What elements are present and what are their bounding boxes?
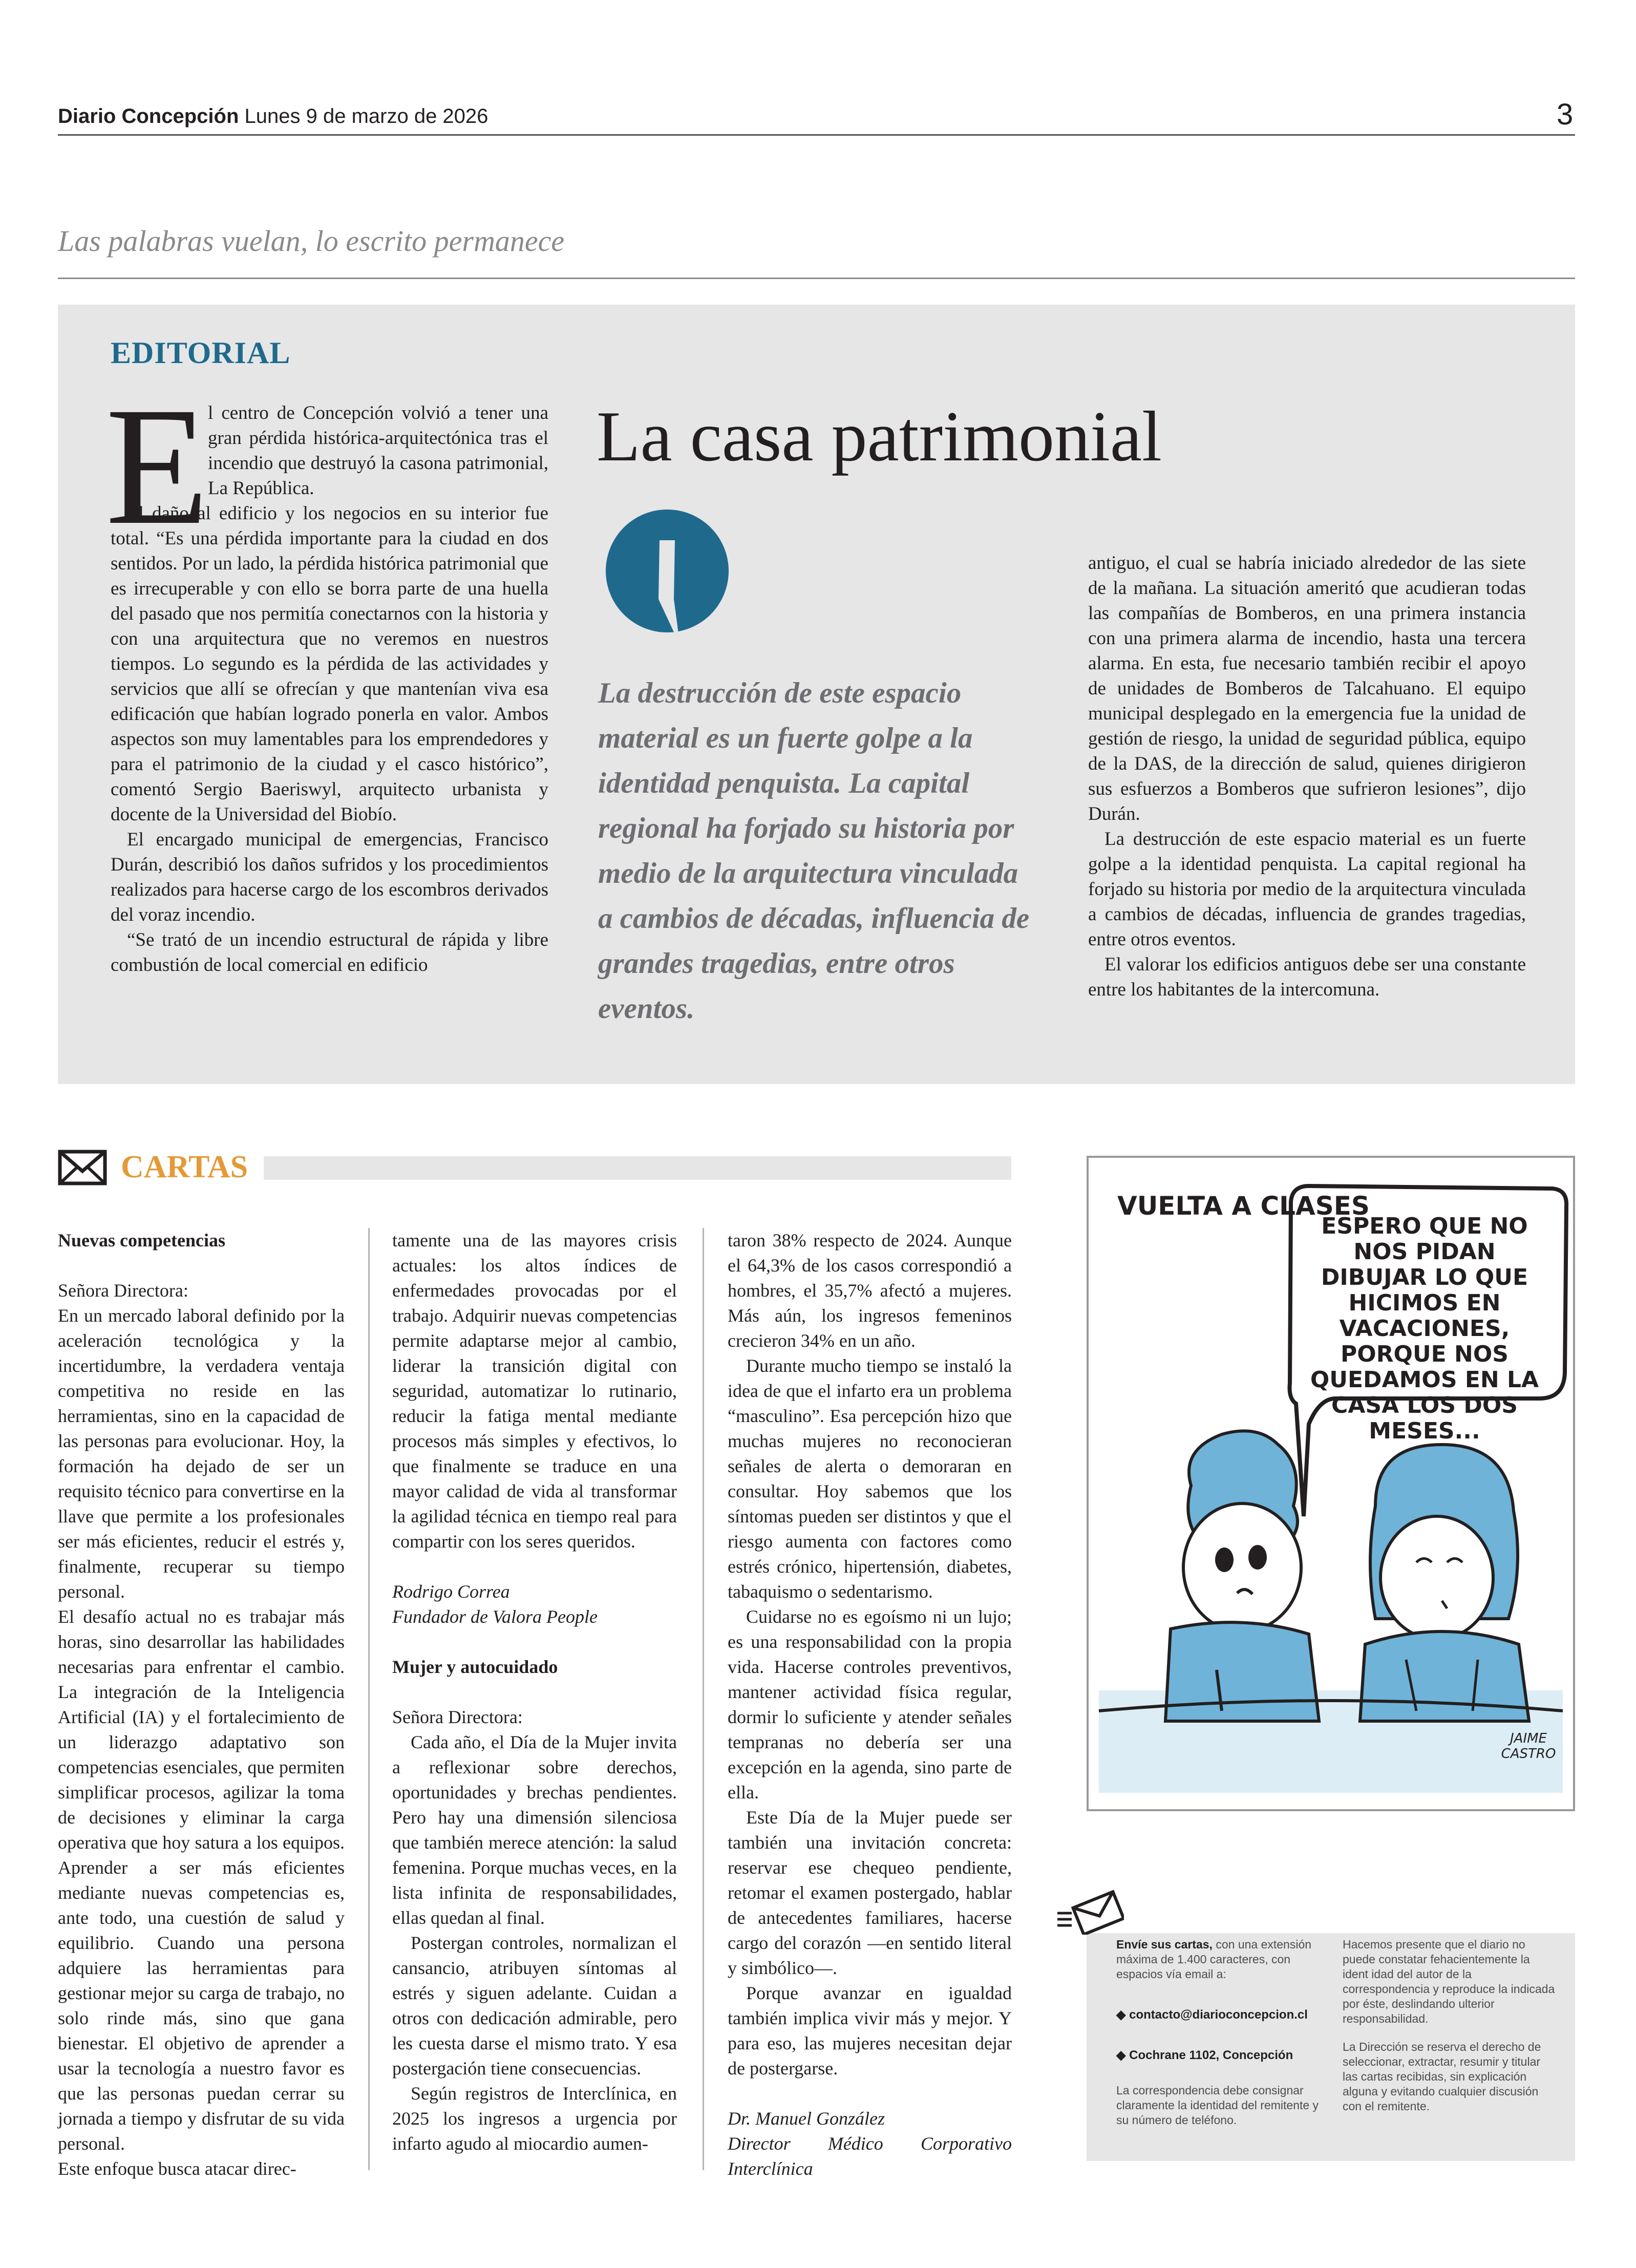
editorial-lead: l centro de Concepción volvió a tener una gran pérdida histórica-arquitectónica tras el incendio que destruyó la casona patrimonial, La República.: [208, 402, 548, 499]
issue-date: Lunes 9 de marzo de 2026: [244, 105, 488, 128]
cartas-label: CARTAS: [121, 1150, 248, 1184]
letter-author-title: Director Médico Corporativo Interclínica: [728, 2133, 1012, 2179]
email-text: contacto@diarioconcepcion.cl: [1129, 2008, 1308, 2022]
cartoon-signature: JAIME CASTRO: [1501, 1731, 1556, 1762]
editorial-title: La casa patrimonial: [597, 397, 1162, 476]
letter-author: Rodrigo Correa: [392, 1581, 510, 1602]
info-send: [1116, 1937, 1331, 1982]
info-send-bold: Envíe sus cartas,: [1116, 1938, 1213, 1951]
letter-salutation: Señora Directora:: [392, 1707, 523, 1727]
letter-paragraph: Porque avanzar en igualdad también implica vivir más y mejor. Y para eso, las mujeres necesitan dejar de postergarse.: [728, 1983, 1012, 2079]
letter-paragraph: Este Día de la Mujer puede ser también una invitación concreta: reservar ese chequeo pendiente, retomar el examen postergado, hablar de antecedentes familiares, hacerse cargo del corazón —en sentido literal y simbólico—.: [728, 1807, 1012, 1978]
letter-paragraph-lead: Este enfoque busca atacar direc-: [58, 2158, 296, 2179]
section-motto: Las palabras vuelan, lo escrito permanece: [58, 224, 565, 258]
letter-heading: Mujer y autocuidado: [392, 1657, 558, 1677]
info-note: Hacemos presente que el diario no puede constatar fehacientemente la ident idad del autor de la correspondencia y reproduce la indicada por éste, deslindando ulterior responsabilidad.: [1343, 1938, 1555, 2025]
editorial-paragraph: El encargado municipal de emergencias, Francisco Durán, describió los daños sufridos y los procedimientos realizados para hacerse cargo de los escombros derivados del voraz incendio.: [111, 829, 548, 925]
spacer: [392, 1554, 677, 1579]
editorial-paragraph: El valorar los edificios antiguos debe ser una constante entre los habitantes de la intercomuna.: [1088, 954, 1526, 1000]
info-note: La Dirección se reserva el derecho de seleccionar, extractar, resumir y titular las cartas recibidas, sin explicación alguna y evitando cualquier discusión con el remitente.: [1343, 2040, 1541, 2113]
diamond-icon: ◆: [1116, 2048, 1130, 2062]
pull-quote: La destrucción de este espacio material es un fuerte golpe a la identidad penquista. La capital regional ha forjado su historia por medio de la arquitectura vinculada a cambios de décadas, influencia de grandes tragedias, entre otros eventos.: [598, 677, 1030, 1025]
info-email[interactable]: [1116, 2007, 1331, 2022]
letter-paragraph: taron 38% respecto de 2024. Aunque el 64,3% de los casos correspondió a hombres, el 35,7% afectó a mujeres. Más aún, los ingresos femeninos crecieron 34% en un año.: [728, 1230, 1012, 1351]
letter-author: Dr. Manuel González: [728, 2108, 885, 2129]
editorial-label: EDITORIAL: [111, 336, 291, 370]
drop-cap: E: [105, 373, 209, 560]
letter-paragraph: Según registros de Interclínica, en 2025 los ingresos a urgencia por infarto agudo al miocardio aumen-: [392, 2083, 677, 2154]
diamond-icon: ◆: [1116, 2008, 1130, 2022]
cartas-bar: [264, 1156, 1011, 1180]
info-column-2: [1343, 1937, 1558, 2114]
editorial-column-3: [1088, 550, 1526, 1002]
info-send-rest: con una extensión máxima de 1.400 caracteres, con espacios vía email a:: [1116, 1938, 1312, 1981]
info-icon: [598, 510, 736, 648]
letter-paragraph: Cada año, el Día de la Mujer invita a reflexionar sobre derechos, oportunidades y brechas pendientes. Pero hay una dimensión silenciosa que también merece atención: la salud femenina. Porque muchas veces, en la lista infinita de responsabilidades, ellas quedan al final.: [392, 1732, 677, 1928]
mail-icon: [1057, 1888, 1124, 1935]
spacer: [728, 2081, 1012, 2106]
info-note: La correspondencia debe consignar claramente la identidad del remitente y su número de teléfono.: [1116, 2084, 1319, 2127]
letters-column-2: [392, 1228, 677, 2156]
envelope-icon: [58, 1150, 107, 1185]
letter-author-title: Fundador de Valora People: [392, 1606, 598, 1627]
editorial-paragraph: La destrucción de este espacio material es un fuerte golpe a la identidad penquista. La capital regional ha forjado su historia por medio de la arquitectura vinculada a cambios de décadas, influencia de grandes tragedias, entre otros eventos.: [1088, 829, 1526, 950]
column-rule: [703, 1228, 704, 2170]
spacer: [58, 1253, 345, 1278]
info-address: [1116, 2048, 1331, 2063]
letters-column-1: [58, 1228, 345, 2181]
column-rule: [368, 1228, 370, 2170]
letter-paragraph: Durante mucho tiempo se instaló la idea de que el infarto era un problema “masculino”. Esa percepción hizo que muchas mujeres no reconocieran señales de alerta o demoraran en consultar. Hoy sabemos que los síntomas pueden ser distintos y que el riesgo aumenta con factores como estrés crónico, hipertensión, diabetes, tabaquismo o sedentarismo.: [728, 1355, 1012, 1602]
boy-figure: [1165, 1431, 1319, 1721]
paper-name: Diario Concepción: [58, 105, 239, 128]
page-header: [58, 105, 488, 128]
cartoon-title: VUELTA A CLASES: [1117, 1191, 1370, 1221]
editorial-column-1: [111, 400, 548, 978]
letters-column-3: [728, 1228, 1012, 2181]
address-text: Cochrane 1102, Concepción: [1129, 2048, 1293, 2062]
girl-figure: [1360, 1445, 1529, 1721]
motto-rule: [58, 278, 1575, 279]
letter-paragraph: tamente una de las mayores crisis actuales: los altos índices de enfermedades provocadas por el trabajo. Adquirir nuevas competencias permite adaptarse mejor al cambio, liderar la transición digital con seguridad, automatizar lo rutinario, reducir la fatiga mental mediante procesos más simples y efectivos, lo que finalmente se traduce en una mayor calidad de vida al transformar la agilidad técnica en tiempo real para compartir con los seres queridos.: [392, 1230, 677, 1552]
editorial-paragraph: “Se trató de un incendio estructural de rápida y libre combustión de local comercial en edificio: [111, 929, 548, 976]
page-number: 3: [1557, 98, 1574, 131]
speech-bubble-text: ESPERO QUE NO NOS PIDAN DIBUJAR LO QUE HICIMOS EN VACACIONES, PORQUE NOS QUEDAMOS EN LA CASA LOS DOS MESES...: [1310, 1213, 1539, 1444]
editorial-paragraph: antiguo, el cual se habría iniciado alrededor de las siete de la mañana. La situación ameritó que acudieran todas las compañías de Bomberos, en una primera instancia con una primera alarma de incendio, hasta una tercera alarma. En esta, fue necesario también recibir el apoyo de unidades de Bomberos de Talcahuano. El equipo municipal desplegado en la emergencia fue la unidad de gestión de riesgo, la unidad de seguridad pública, equipo de la DAS, de la dirección de salud, quienes dirigieron sus esfuerzos a Bomberos que sufrieron lesiones”, dijo Durán.: [1088, 553, 1526, 824]
spacer: [392, 1680, 677, 1705]
letter-paragraph: El desafío actual no es trabajar más horas, sino desarrollar las habilidades necesarias para enfrentar el cambio. La integración de la Inteligencia Artificial (IA) y el fortalecimiento de un liderazgo adaptativo son competencias esenciales, que permiten simplificar procesos, agilizar la toma de decisiones y eliminar la carga operativa que hoy satura a los equipos. Aprender a ser más eficientes mediante nuevas competencias es, ante todo, una cuestión de salud y equilibrio. Cuando una persona adquiere las herramientas para gestionar mejor su carga de trabajo, no solo rinde más, sino que gana bienestar. El objetivo de aprender a usar la tecnología a nuestro favor es que las personas puedan cerrar su jornada a tiempo y disfrutar de su vida personal.: [58, 1606, 345, 2154]
header-rule: [58, 134, 1575, 136]
info-column-1: [1116, 1937, 1331, 2128]
letter-salutation: Señora Directora:: [58, 1280, 188, 1301]
letter-paragraph: Postergan controles, normalizan el cansancio, atribuyen síntomas al estrés y siguen adelante. Cuidan a otros con dedicación admirable, pero les cuesta darse el mismo trato. Y esa postergación tiene consecuencias.: [392, 1933, 677, 2079]
spacer: [392, 1629, 677, 1655]
editorial-paragraph: El daño al edificio y los negocios en su interior fue total. “Es una pérdida importante para la ciudad en dos sentidos. Por un lado, la pérdida histórica patrimonial que es irrecuperable y con ello se borra parte de una huella del pasado que nos permitía conectarnos con la historia y con una arquitectura que no veremos en nuestros tiempos. Lo segundo es la pérdida de las actividades y servicios que allí se ofrecían y que mantenían viva esa edificación que habían logrado ponerla en valor. Ambos aspectos son muy lamentables para los emprendedores y para el patrimonio de la ciudad y el casco histórico”, comentó Sergio Baeriswyl, arquitecto urbanista y docente de la Universidad del Biobío.: [111, 503, 548, 825]
letter-heading: Nuevas competencias: [58, 1230, 225, 1250]
letter-paragraph: En un mercado laboral definido por la aceleración tecnológica y la incertidumbre, la verdadera ventaja competitiva no reside en las herramientas, sino en la capacidad de las personas para evolucionar. Hoy, la formación ha dejado de ser un requisito técnico para convertirse en la llave que permite a los profesionales ser más eficientes, reducir el estrés y, finalmente, recuperar su tiempo personal.: [58, 1305, 345, 1602]
letter-paragraph: Cuidarse no es egoísmo ni un lujo; es una responsabilidad con la propia vida. Hacerse controles preventivos, mantener actividad física regular, dormir lo suficiente y atender señales tempranas no debería ser una excepción en la agenda, sino parte de ella.: [728, 1606, 1012, 1803]
